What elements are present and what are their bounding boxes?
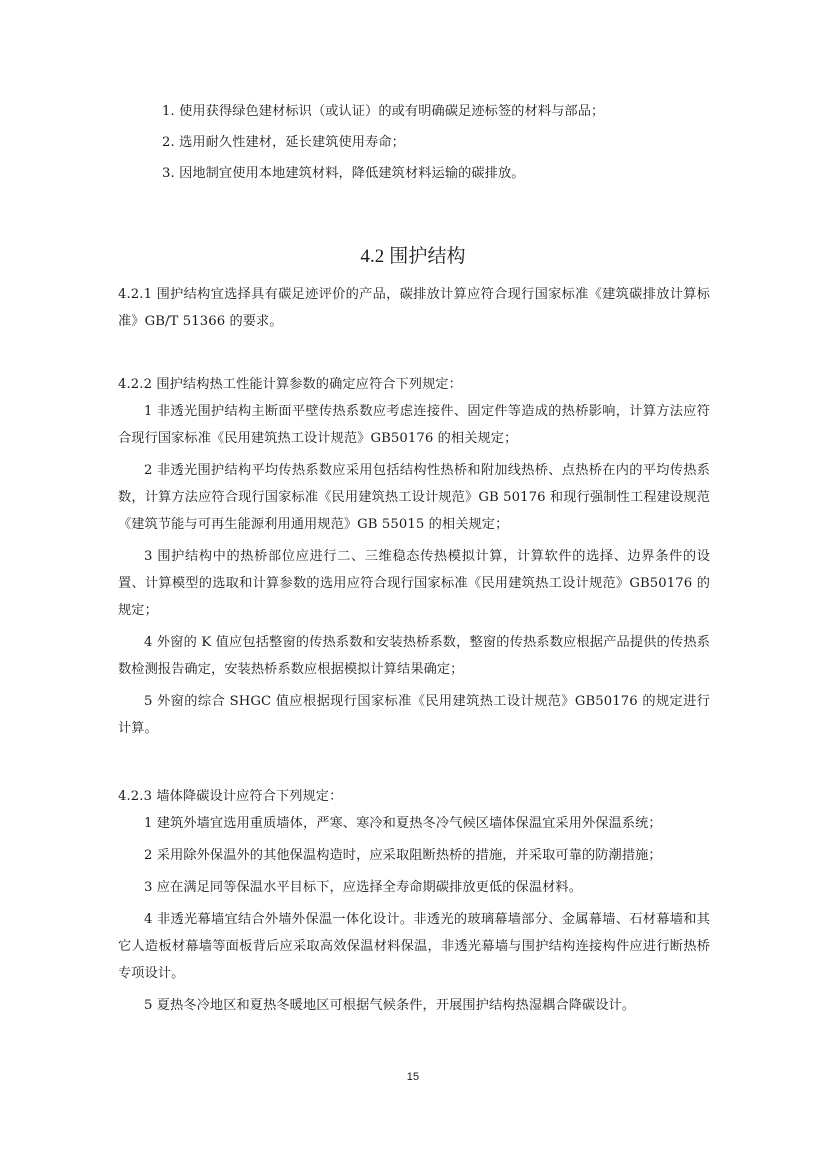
- clause-item: 2 非透光围护结构平均传热系数应采用包括结构性热桥和附加线热桥、点热桥在内的平均传热系数，计算方法应符合现行国家标准《民用建筑热工设计规范》GB 50176 和现行强制性工程建设规范《建筑节能与可再生能源利用通用规范》GB 55015 的相关规定；: [118, 463, 710, 532]
- list-item: 2. 选用耐久性建材，延长建筑使用寿命；: [162, 135, 405, 150]
- clause-4-2-2: [118, 371, 710, 747]
- clause-item: 2 采用除外保温外的其他保温构造时，应采取阻断热桥的措施，并采取可靠的防潮措施；: [144, 848, 662, 863]
- section-heading: 4.2 围护结构: [360, 246, 466, 267]
- list-item: 1. 使用获得绿色建材标识（或认证）的或有明确碳足迹标签的材料与部品；: [162, 104, 605, 119]
- clause-item: 3 应在满足同等保温水平目标下，应选择全寿命期碳排放更低的保温材料。: [144, 880, 582, 895]
- list-item: 3. 因地制宜使用本地建筑材料，降低建筑材料运输的碳排放。: [162, 166, 525, 181]
- clause-item: 3 围护结构中的热桥部位应进行二、三维稳态传热模拟计算，计算软件的选择、边界条件的设置、计算模型的选取和计算参数的选用应符合现行国家标准《民用建筑热工设计规范》GB50176 的规定；: [118, 549, 710, 618]
- clause-item: 1 建筑外墙宜选用重质墙体，严寒、寒冷和夏热冬冷气候区墙体保温宜采用外保温系统；: [144, 816, 662, 831]
- clause-4-2-3: [118, 783, 710, 1024]
- clause-item: 1 非透光围护结构主断面平壁传热系数应考虑连接件、固定件等造成的热桥影响，计算方法应符合现行国家标准《民用建筑热工设计规范》GB50176 的相关规定；: [118, 404, 710, 446]
- clause-item: 5 夏热冬冷地区和夏热冬暖地区可根据气候条件，开展围护结构热湿耦合降碳设计。: [144, 998, 636, 1013]
- clause-4-2-1: [118, 281, 710, 335]
- clause-item: 5 外窗的综合 SHGC 值应根据现行国家标准《民用建筑热工设计规范》GB50176 的规定进行计算。: [118, 694, 710, 736]
- material-list: [118, 103, 710, 196]
- clause-title: 4.2.3 墙体降碳设计应符合下列规定：: [118, 789, 343, 804]
- page-number: 15: [406, 1071, 420, 1083]
- clause-text: 4.2.1 围护结构宜选择具有碳足迹评价的产品，碳排放计算应符合现行国家标准《建筑碳排放计算标准》GB/T 51366 的要求。: [118, 287, 710, 329]
- clause-title: 4.2.2 围护结构热工性能计算参数的确定应符合下列规定：: [118, 377, 462, 392]
- clause-item: 4 外窗的 K 值应包括整窗的传热系数和安装热桥系数，整窗的传热系数应根据产品提供的传热系数检测报告确定，安装热桥系数应根据模拟计算结果确定；: [118, 635, 710, 677]
- clause-item: 4 非透光幕墙宜结合外墙外保温一体化设计。非透光的玻璃幕墙部分、金属幕墙、石材幕墙和其它人造板材幕墙等面板背后应采取高效保温材料保温，非透光幕墙与围护结构连接构件应进行断热桥专项设计。: [118, 912, 710, 981]
